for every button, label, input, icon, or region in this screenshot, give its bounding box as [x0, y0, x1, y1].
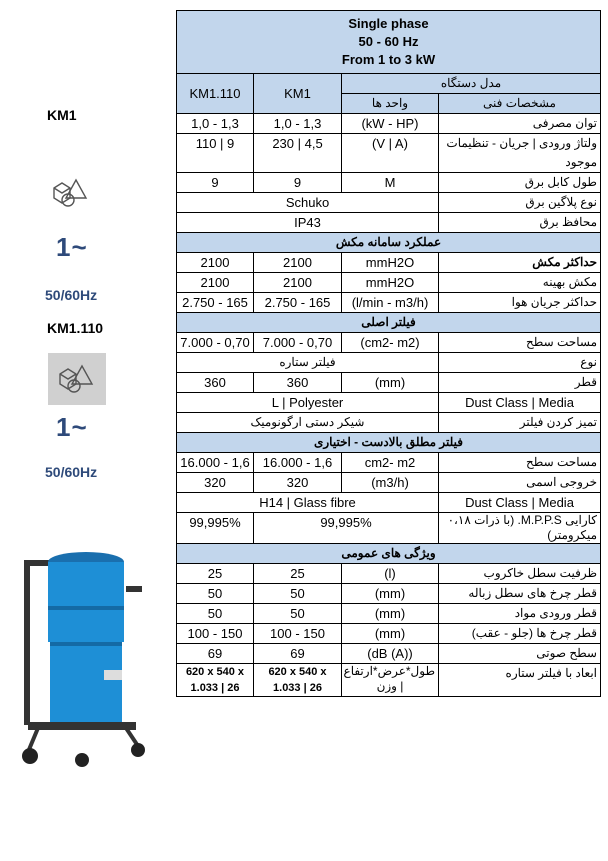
cell-km1110: 69 [177, 644, 254, 664]
cell-km1: 620 x 540 x 1.033 | 26 [254, 664, 342, 697]
cell-label: قطر چرخ های سطل زباله [439, 584, 601, 604]
cell-km1110: 25 [177, 564, 254, 584]
cell-km1: 50 [254, 584, 342, 604]
section-general: ویژگی های عمومی [177, 544, 601, 564]
cell-label: نوع پلاگین برق [439, 193, 601, 213]
table-row [177, 493, 601, 513]
cell-unit: mmH2O [342, 273, 439, 293]
cell-unit: (mm) [342, 624, 439, 644]
table-header [177, 11, 601, 74]
cell-unit: M [342, 173, 439, 193]
cell-label: طول کابل برق [439, 173, 601, 193]
cell-unit: (mm) [342, 373, 439, 393]
specs-label: مشخصات فنی [439, 94, 601, 114]
cell-unit: طول*عرض*ارتفاع | وزن [342, 664, 439, 697]
cell-unit: (dB (A)) [342, 644, 439, 664]
cell-km1: 360 [254, 373, 342, 393]
cell-km1110: 7.000 - 0,70 [177, 333, 254, 353]
table-row [177, 584, 601, 604]
col-km1: KM1 [254, 74, 342, 114]
table-row [177, 193, 601, 213]
cell-km1: 25 [254, 564, 342, 584]
cell-label: قطر ورودی مواد [439, 604, 601, 624]
table-row [177, 393, 601, 413]
shapes-icon [54, 362, 98, 396]
cell-label: نوع [439, 353, 601, 373]
cell-value: Schuko [177, 193, 439, 213]
cell-km1110: 360 [177, 373, 254, 393]
cell-label: مساحت سطح [439, 333, 601, 353]
cell-value: IP43 [177, 213, 439, 233]
col-km1110: KM1.110 [177, 74, 254, 114]
cell-km1: 2100 [254, 273, 342, 293]
cell-unit: (m3/h) [342, 473, 439, 493]
cell-label: توان مصرفی [439, 114, 601, 134]
cell-km1110: 16.000 - 1,6 [177, 453, 254, 473]
cell-km1110: 1,0 - 1,3 [177, 114, 254, 134]
cell-unit: (l) [342, 564, 439, 584]
header-line-3: From 1 to 3 kW [341, 52, 436, 67]
spec-table [176, 10, 601, 697]
cell-label: ظرفیت سطل خاکروب [439, 564, 601, 584]
cell-km1: 50 [254, 604, 342, 624]
cell-km1: 320 [254, 473, 342, 493]
cell-value: H14 | Glass fibre [177, 493, 439, 513]
single-phase-symbol: 1~ [56, 412, 88, 442]
cell-km1: 230 | 4,5 [254, 134, 342, 173]
cell-label: قطر [439, 373, 601, 393]
cell-unit: (mm) [342, 584, 439, 604]
cell-km1110: 320 [177, 473, 254, 493]
table-row [177, 373, 601, 393]
single-phase-symbol: 1~ [56, 232, 88, 262]
table-row [177, 453, 601, 473]
cell-km1: 69 [254, 644, 342, 664]
section-main-filter: فیلتر اصلی [177, 313, 601, 333]
header-line-1: Single phase [348, 16, 429, 31]
cell-label: مکش بهینه [439, 273, 601, 293]
model-label-km1: KM1 [47, 107, 77, 123]
cell-unit: (V | A) [342, 134, 439, 173]
cell-unit: (l/min - m3/h) [342, 293, 439, 313]
shapes-icon [48, 176, 92, 210]
cell-label: تمیز کردن فیلتر [439, 413, 601, 433]
table-row [177, 173, 601, 193]
model-label: مدل دستگاه [342, 74, 601, 94]
cell-km1: 99,995% [254, 513, 439, 544]
table-row [177, 564, 601, 584]
table-row [177, 273, 601, 293]
left-panel [0, 0, 176, 861]
cell-km1110: 50 [177, 584, 254, 604]
cell-unit: (cm2- m2) [342, 333, 439, 353]
cell-km1110: 9 [177, 173, 254, 193]
cell-km1110: 100 - 150 [177, 624, 254, 644]
section-hepa-filter: فیلتر مطلق بالادست - اختیاری [177, 433, 601, 453]
table-row [177, 513, 601, 544]
table-row [177, 213, 601, 233]
cell-km1110: 2100 [177, 253, 254, 273]
table-row [177, 293, 601, 313]
cell-km1: 1,0 - 1,3 [254, 114, 342, 134]
vacuum-cleaner-image [18, 520, 148, 770]
section-suction: عملکرد سامانه مکش [177, 233, 601, 253]
table-row [177, 664, 601, 697]
table-row [177, 644, 601, 664]
table-row [177, 253, 601, 273]
header-line-2: 50 - 60 Hz [358, 34, 419, 49]
table-row [177, 333, 601, 353]
frequency-label: 50/60Hz [45, 287, 98, 303]
table-row [177, 353, 601, 373]
table-row [177, 604, 601, 624]
cell-label: کارایی M.P.P.S. (با ذرات ۰،۱۸ میکرومتر) [439, 513, 601, 544]
cell-km1: 16.000 - 1,6 [254, 453, 342, 473]
cell-label: خروجی اسمی [439, 473, 601, 493]
cell-label: حداکثر جریان هوا [439, 293, 601, 313]
cell-value: L | Polyester [177, 393, 439, 413]
cell-label: قطر چرخ ها (جلو - عقب) [439, 624, 601, 644]
cell-label: ولتاژ ورودی | جریان - تنظیمات موجود [439, 134, 601, 173]
cell-km1110: 2.750 - 165 [177, 293, 254, 313]
table-row [177, 114, 601, 134]
frequency-label: 50/60Hz [45, 464, 98, 480]
cell-km1: 7.000 - 0,70 [254, 333, 342, 353]
table-row [177, 624, 601, 644]
cell-km1110: 50 [177, 604, 254, 624]
cell-km1: 2100 [254, 253, 342, 273]
cell-label: ابعاد با فیلتر ستاره [439, 664, 601, 697]
cell-label: حداکثر مکش [439, 253, 601, 273]
cell-km1110: 2100 [177, 273, 254, 293]
model-label-km1110: KM1.110 [47, 320, 104, 336]
cell-km1110: 110 | 9 [177, 134, 254, 173]
cell-label: سطح صوتی [439, 644, 601, 664]
units-label: واحد ها [342, 94, 439, 114]
cell-value: فیلتر ستاره [177, 353, 439, 373]
cell-label: Dust Class | Media [439, 493, 601, 513]
cell-unit: mmH2O [342, 253, 439, 273]
cell-km1: 2.750 - 165 [254, 293, 342, 313]
table-row [177, 134, 601, 173]
cell-label: مساحت سطح [439, 453, 601, 473]
cell-km1: 9 [254, 173, 342, 193]
cell-km1: 100 - 150 [254, 624, 342, 644]
cell-km1110: 99,995% [177, 513, 254, 544]
table-row [177, 473, 601, 493]
cell-km1110: 620 x 540 x 1.033 | 26 [177, 664, 254, 697]
cell-unit: (kW - HP) [342, 114, 439, 134]
table-row [177, 413, 601, 433]
cell-unit: (mm) [342, 604, 439, 624]
cell-value: شیکر دستی ارگونومیک [177, 413, 439, 433]
cell-unit: cm2- m2 [342, 453, 439, 473]
cell-label: محافظ برق [439, 213, 601, 233]
cell-label: Dust Class | Media [439, 393, 601, 413]
